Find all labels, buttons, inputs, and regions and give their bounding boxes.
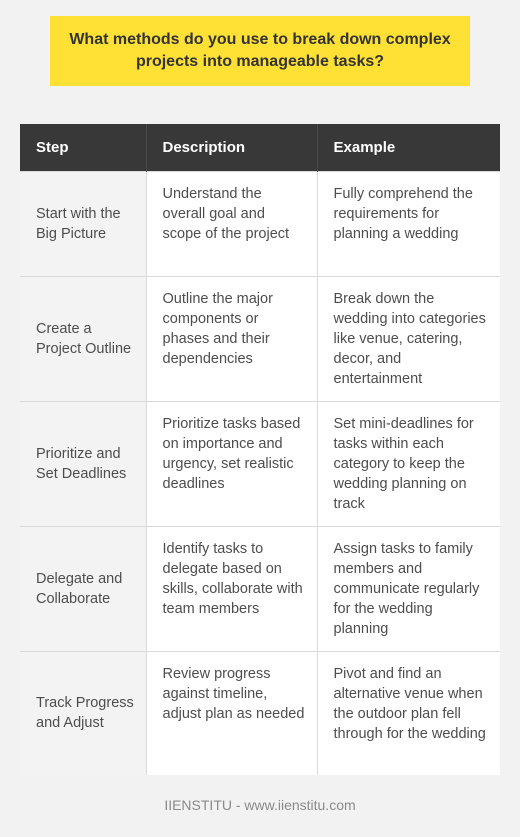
column-header-example: Example [317,124,500,171]
example-cell: Pivot and find an alternative venue when the outdoor plan fell through for the wedding [317,651,500,775]
column-header-description: Description [146,124,317,171]
step-cell: Create a Project Outline [20,276,146,401]
column-header-step: Step [20,124,146,171]
table-header [20,124,500,171]
description-cell: Identify tasks to delegate based on skills, collaborate with team members [146,526,317,651]
table-row [20,171,500,276]
description-cell: Understand the overall goal and scope of the project [146,171,317,276]
table-row [20,276,500,401]
step-cell: Delegate and Collaborate [20,526,146,651]
description-cell: Prioritize tasks based on importance and urgency, set realistic deadlines [146,401,317,526]
example-cell: Fully comprehend the requirements for planning a wedding [317,171,500,276]
page-title: What methods do you use to break down complex projects into manageable tasks? [69,31,451,70]
step-cell: Start with the Big Picture [20,171,146,276]
footer-credit: IIENSTITU - www.iienstitu.com [164,797,356,813]
table-body [20,171,500,775]
steps-table [20,124,500,775]
example-cell: Set mini-deadlines for tasks within each category to keep the wedding planning on track [317,401,500,526]
step-cell: Track Progress and Adjust [20,651,146,775]
example-cell: Break down the wedding into categories like venue, catering, decor, and entertainment [317,276,500,401]
table-row [20,401,500,526]
description-cell: Outline the major components or phases and their dependencies [146,276,317,401]
description-cell: Review progress against timeline, adjust plan as needed [146,651,317,775]
example-cell: Assign tasks to family members and communicate regularly for the wedding planning [317,526,500,651]
table-header-row [20,124,500,171]
title-banner [50,16,470,86]
table-row [20,526,500,651]
table-row [20,651,500,775]
step-cell: Prioritize and Set Deadlines [20,401,146,526]
